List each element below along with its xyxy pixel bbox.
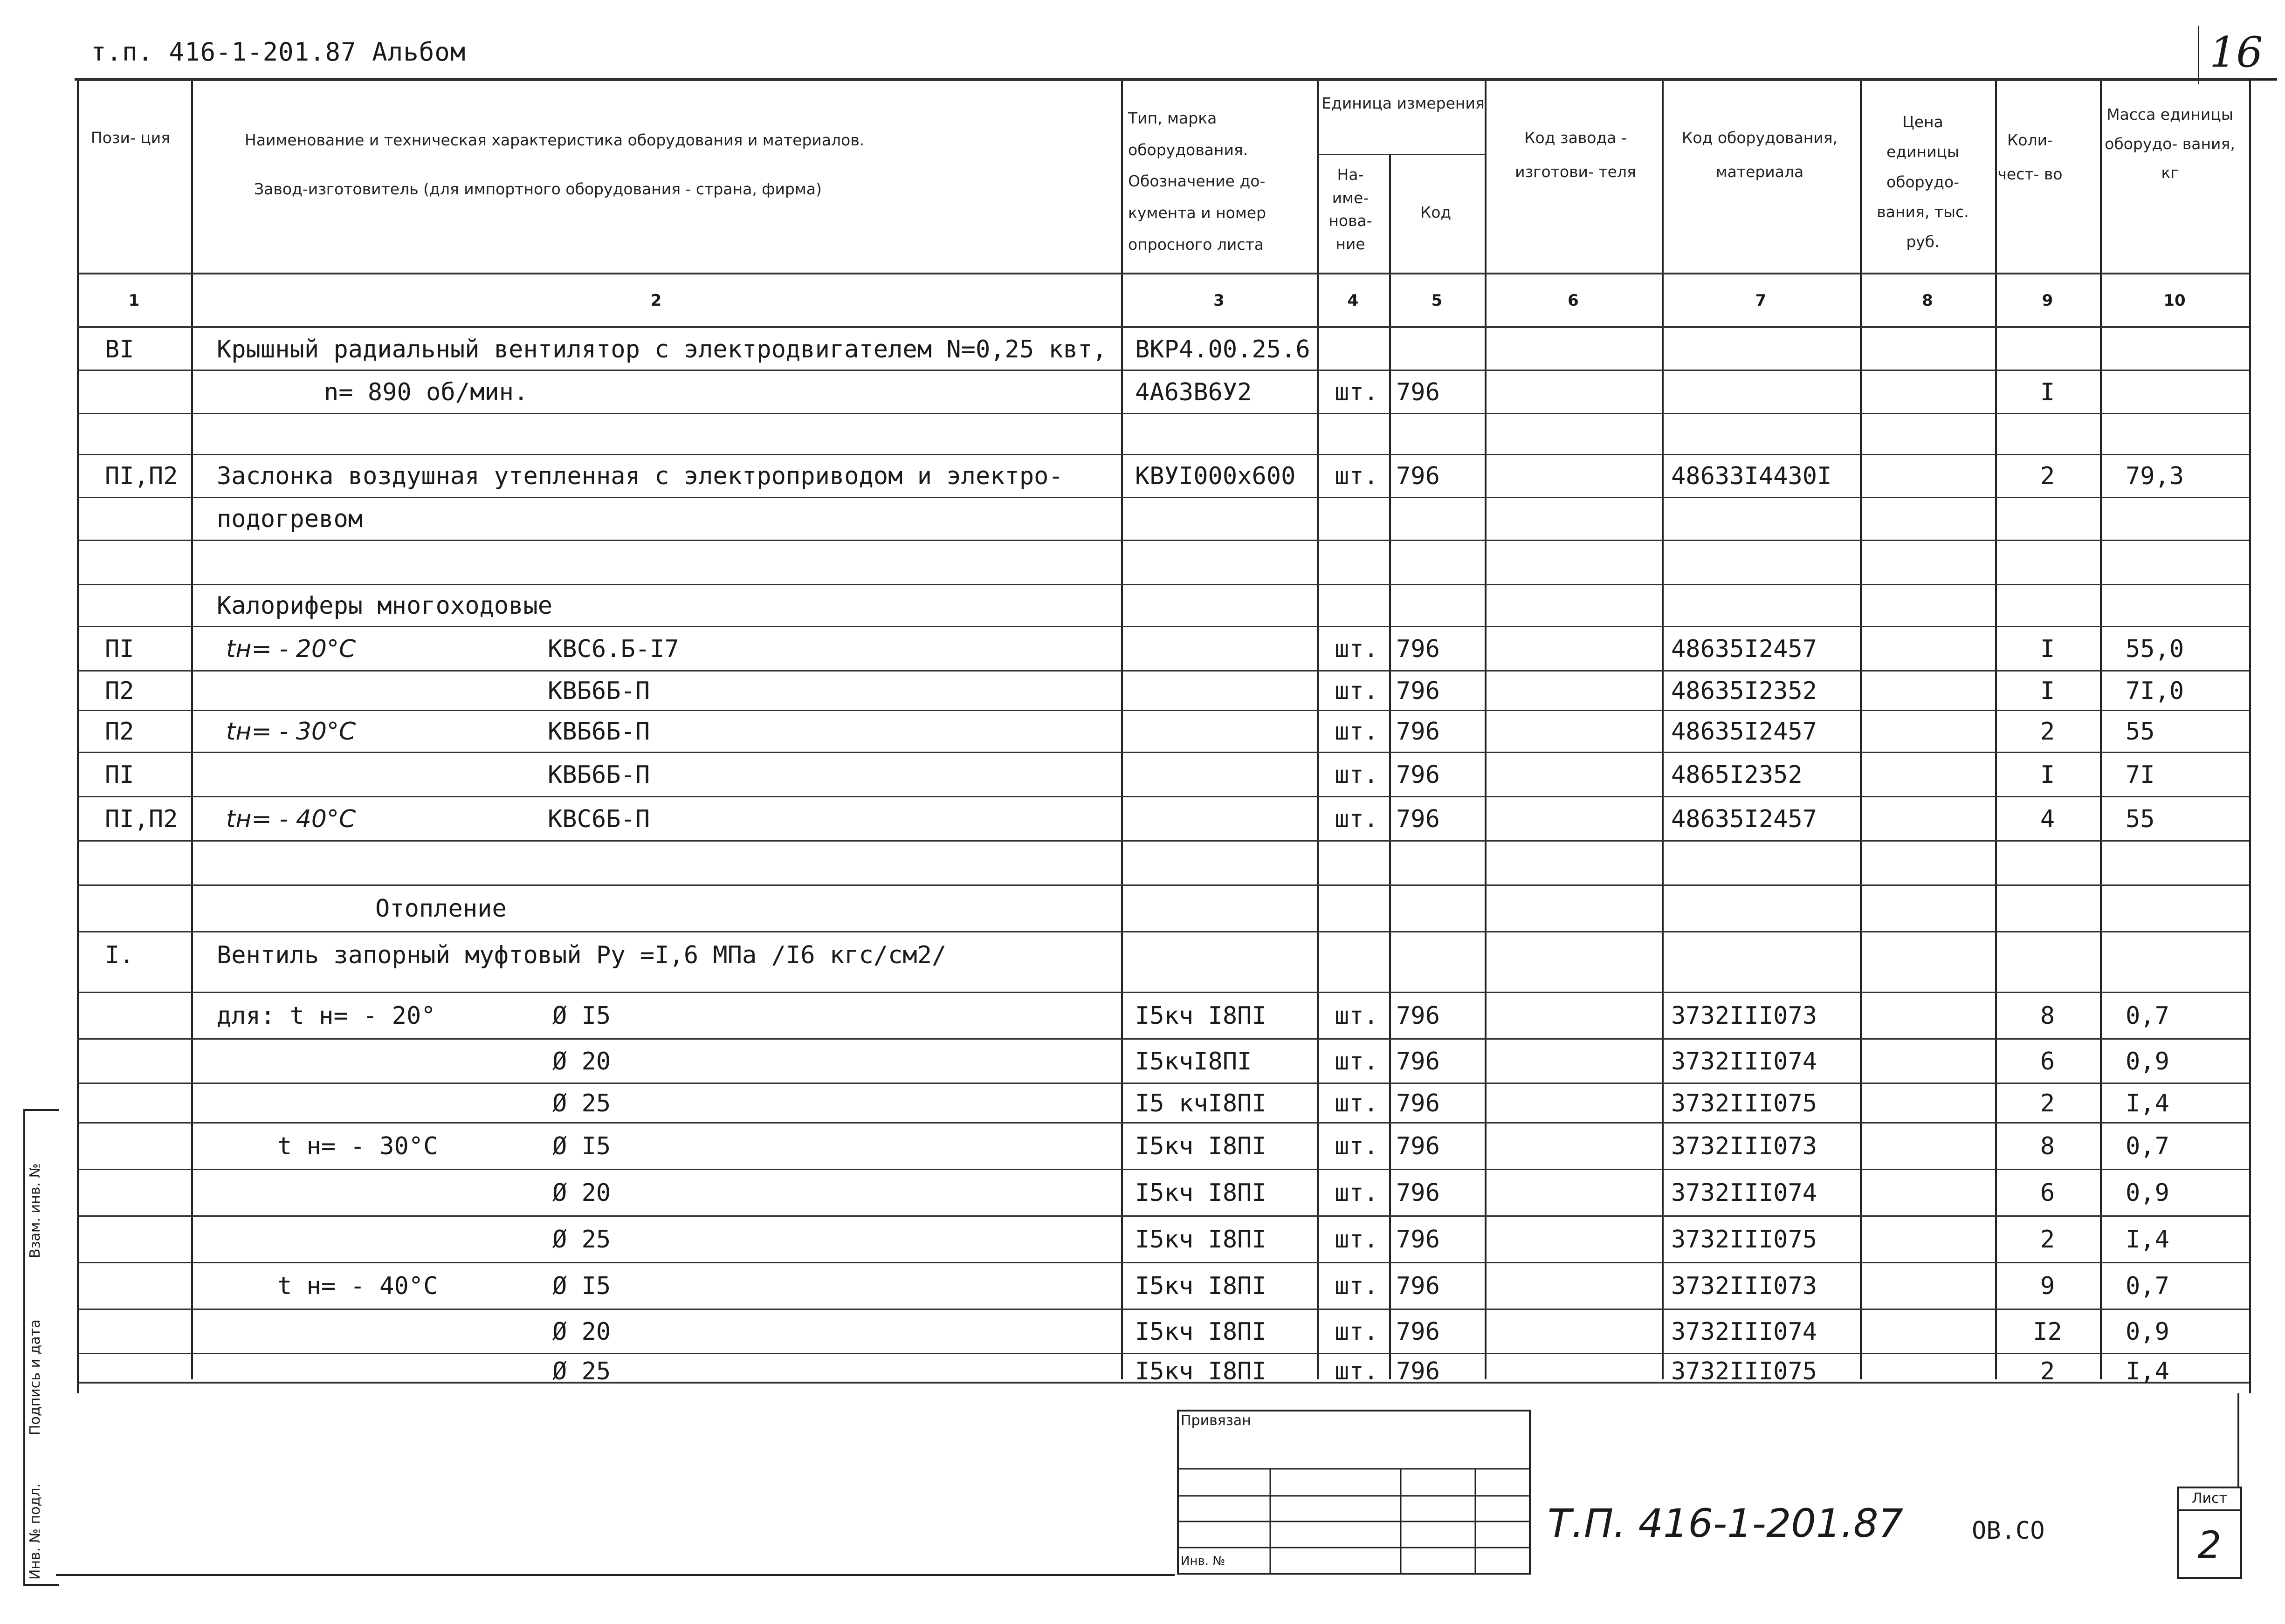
row-line (77, 1038, 2249, 1040)
header-col8: Цена единицы оборудо- вания, тыс. руб. (1877, 113, 1969, 251)
row-line (77, 710, 2249, 711)
row-line (77, 370, 2249, 371)
row-line (77, 670, 2249, 672)
row-model: КВБ6Б-П (548, 718, 650, 746)
row-name: Заслонка воздушная утепленная с электроприводом и электро- (217, 462, 1063, 490)
row-model: КВС6.Б-I7 (548, 635, 679, 663)
row-equipment-code: 3732III074 (1671, 1047, 1817, 1076)
header-col2-line2: Завод-изготовитель (для импортного оборудования - страна, фирма) (254, 180, 822, 198)
row-line (77, 413, 2249, 414)
row-quantity: 6 (2040, 1179, 2055, 1207)
row-type: 4А63В6У2 (1135, 378, 1252, 406)
row-quantity: I (2040, 635, 2055, 663)
row-quantity: 2 (2040, 1089, 2055, 1117)
row-model: Ø 20 (552, 1047, 611, 1076)
column-number: 5 (1431, 291, 1443, 310)
frame-right-border (2237, 1393, 2239, 1487)
row-quantity: I2 (2033, 1317, 2062, 1346)
header-col10: Масса единицы оборудо- вания, кг (2105, 105, 2235, 182)
row-mass: 55,0 (2126, 635, 2184, 663)
row-equipment-code: 3732III075 (1671, 1089, 1817, 1117)
row-unit-code: 796 (1396, 378, 1440, 406)
row-unit-code: 796 (1396, 718, 1440, 746)
row-unit: шт. (1335, 1317, 1378, 1346)
row-type: I5кч I8ПI (1135, 1179, 1266, 1207)
column-number: 8 (1922, 291, 1933, 310)
row-unit: шт. (1335, 1357, 1378, 1385)
row-type: I5кч I8ПI (1135, 1132, 1266, 1160)
row-mass: I,4 (2126, 1226, 2169, 1254)
row-line (77, 1309, 2249, 1310)
row-unit: шт. (1335, 1179, 1378, 1207)
row-line (77, 840, 2249, 842)
header-col7: Код оборудования, материала (1681, 129, 1838, 181)
column-number: 9 (2042, 291, 2053, 310)
row-mass: 0,9 (2126, 1317, 2169, 1346)
row-model: КВБ6Б-П (548, 677, 650, 705)
row-mass: 7I (2126, 761, 2155, 789)
row-unit-code: 796 (1396, 1226, 1440, 1254)
document-code-handwritten: Т.П. 416-1-201.87 (1548, 1501, 1903, 1546)
page-corner-frame (2198, 26, 2199, 84)
row-mass: 0,7 (2126, 1272, 2169, 1300)
row-model: Ø I5 (552, 1132, 611, 1160)
row-position: BI (105, 336, 134, 363)
row-unit-code: 796 (1396, 805, 1440, 833)
column-number: 6 (1568, 291, 1579, 310)
row-position: П2 (105, 677, 134, 705)
row-quantity: I (2040, 677, 2055, 705)
row-unit-code: 796 (1396, 635, 1440, 663)
row-type: КВУI000х600 (1135, 462, 1296, 490)
header-col2-line1: Наименование и техническая характеристика оборудования и материалов. (245, 131, 865, 149)
row-mass: I,4 (2126, 1089, 2169, 1117)
row-equipment-code: 48635I2352 (1671, 677, 1817, 705)
column-number: 10 (2163, 291, 2186, 310)
row-name: t н= - 40°С (277, 1272, 438, 1300)
row-equipment-code: 48633I4430I (1671, 462, 1832, 490)
column-line (1389, 154, 1391, 1379)
header-col1: Пози- ция (90, 129, 171, 147)
header-col5: Код (1420, 203, 1452, 221)
column-line (77, 79, 79, 1393)
row-position: ПI (105, 761, 134, 789)
row-model: КВБ6Б-П (548, 761, 650, 789)
sheet-label: Лист (2179, 1490, 2240, 1511)
row-quantity: 2 (2040, 1357, 2055, 1385)
row-name: tн= - 20°С (226, 635, 356, 663)
row-line (77, 752, 2249, 753)
row-unit-code: 796 (1396, 1357, 1440, 1385)
header-col6: Код завода - изготови- теля (1515, 129, 1636, 181)
row-line (77, 497, 2249, 498)
column-number: 4 (1347, 291, 1359, 310)
row-mass: 0,7 (2126, 1002, 2169, 1030)
row-equipment-code: 48635I2457 (1671, 635, 1817, 663)
row-type: ВКР4.00.25.6 (1135, 336, 1310, 363)
row-line (77, 326, 2249, 328)
row-position: П2 (105, 718, 134, 746)
row-unit-code: 796 (1396, 1132, 1440, 1160)
row-type: I5кч I8ПI (1135, 1226, 1266, 1254)
row-line (77, 931, 2249, 932)
column-number: 1 (128, 291, 140, 310)
row-model: Ø 20 (552, 1179, 611, 1207)
row-line (77, 79, 2249, 81)
row-unit-code: 796 (1396, 1047, 1440, 1076)
row-unit: шт. (1335, 1089, 1378, 1117)
row-unit: шт. (1335, 462, 1378, 490)
row-unit: шт. (1335, 1132, 1378, 1160)
row-equipment-code: 48635I2457 (1671, 718, 1817, 746)
row-type: I5кч I8ПI (1135, 1002, 1266, 1030)
row-line (77, 540, 2249, 541)
row-model: Ø 25 (552, 1357, 611, 1385)
row-name: для: t н= - 20° (217, 1002, 436, 1030)
row-model: Ø I5 (552, 1002, 611, 1030)
row-mass: 7I,0 (2126, 677, 2184, 705)
row-line (77, 626, 2249, 627)
row-name: tн= - 30°С (226, 718, 356, 746)
row-name: tн= - 40°С (226, 805, 356, 833)
row-line (77, 1215, 2249, 1217)
row-line (77, 992, 2249, 993)
binding-stamp-label: Привязан (1181, 1412, 1251, 1429)
row-model: Ø 25 (552, 1089, 611, 1117)
column-line (2249, 79, 2251, 1393)
row-line (77, 1169, 2249, 1170)
row-mass: I,4 (2126, 1357, 2169, 1385)
row-line (77, 1083, 2249, 1084)
row-quantity: 2 (2040, 1226, 2055, 1254)
side-stamp-inv-orig: Инв. № подл. (27, 1483, 43, 1580)
column-number: 2 (650, 291, 662, 310)
row-unit: шт. (1335, 635, 1378, 663)
row-equipment-code: 3732III073 (1671, 1002, 1817, 1030)
row-mass: 0,9 (2126, 1047, 2169, 1076)
header-doc-line: т.п. 416-1-201.87 Альбом (91, 37, 466, 67)
row-quantity: 2 (2040, 462, 2055, 490)
column-number: 3 (1213, 291, 1225, 310)
binding-stamp (1177, 1410, 1531, 1575)
row-line (77, 884, 2249, 886)
row-unit: шт. (1335, 378, 1378, 406)
row-unit-code: 796 (1396, 1272, 1440, 1300)
row-unit-code: 796 (1396, 462, 1440, 490)
row-unit: шт. (1335, 1226, 1378, 1254)
header-col4: На- име- нова- ние (1328, 165, 1372, 253)
row-model: Ø 20 (552, 1317, 611, 1346)
row-mass: 79,3 (2126, 462, 2184, 490)
row-line (77, 1122, 2249, 1124)
row-unit: шт. (1335, 1047, 1378, 1076)
row-line (77, 273, 2249, 274)
row-name: подогревом (217, 505, 363, 533)
row-equipment-code: 3732III074 (1671, 1179, 1817, 1207)
row-quantity: 8 (2040, 1132, 2055, 1160)
row-line (77, 454, 2249, 455)
specification-table (77, 79, 2249, 1393)
document-section: ОВ.СО (1972, 1517, 2045, 1545)
row-model: КВС6Б-П (548, 805, 650, 833)
row-equipment-code: 3732III075 (1671, 1357, 1817, 1385)
row-line (77, 584, 2249, 585)
row-quantity: 4 (2040, 805, 2055, 833)
side-stamp-sign-date: Подпись и дата (27, 1319, 43, 1435)
row-unit-code: 796 (1396, 1002, 1440, 1030)
row-position: I. (105, 941, 134, 969)
row-unit-code: 796 (1396, 1089, 1440, 1117)
row-model: Ø I5 (552, 1272, 611, 1300)
row-quantity: 9 (2040, 1272, 2055, 1300)
side-stamp-inv-repl: Взам. инв. № (27, 1163, 43, 1258)
row-unit: шт. (1335, 718, 1378, 746)
row-unit-code: 796 (1396, 1179, 1440, 1207)
row-mass: 55 (2126, 718, 2155, 746)
row-type: I5 кчI8ПI (1135, 1089, 1266, 1117)
row-quantity: I (2040, 378, 2055, 406)
row-mass: 55 (2126, 805, 2155, 833)
row-name: t н= - 30°С (277, 1132, 438, 1160)
row-name: n= 890 об/мин. (324, 378, 529, 406)
row-position: ПI,П2 (105, 805, 178, 833)
row-unit: шт. (1335, 677, 1378, 705)
sheet-number: 2 (2197, 1523, 2222, 1567)
row-unit-code: 796 (1396, 677, 1440, 705)
row-equipment-code: 48635I2457 (1671, 805, 1817, 833)
row-unit: шт. (1335, 1272, 1378, 1300)
row-line (1317, 154, 1485, 155)
row-quantity: 8 (2040, 1002, 2055, 1030)
row-unit: шт. (1335, 805, 1378, 833)
row-equipment-code: 3732III073 (1671, 1132, 1817, 1160)
row-position: ПI (105, 635, 134, 663)
row-type: I5кч I8ПI (1135, 1272, 1266, 1300)
sheet-number-box (2177, 1487, 2242, 1579)
row-type: I5кчI8ПI (1135, 1047, 1252, 1076)
header-col3: Тип, марка оборудования. Обозначение до- кумента и номер опросного листа (1128, 109, 1266, 254)
row-line (77, 1353, 2249, 1354)
row-unit-code: 796 (1396, 761, 1440, 789)
frame-bottom-rule (56, 1574, 1175, 1576)
row-position: ПI,П2 (105, 462, 178, 490)
row-equipment-code: 3732III075 (1671, 1226, 1817, 1254)
row-unit-code: 796 (1396, 1317, 1440, 1346)
row-line (77, 1262, 2249, 1263)
binding-stamp-inv: Инв. № (1181, 1554, 1225, 1568)
header-col9: Коли- чест- во (1997, 131, 2063, 183)
row-unit: шт. (1335, 761, 1378, 789)
row-mass: 0,9 (2126, 1179, 2169, 1207)
row-model: Ø 25 (552, 1226, 611, 1254)
row-name: Отопление (375, 895, 507, 923)
row-quantity: 6 (2040, 1047, 2055, 1076)
row-quantity: 2 (2040, 718, 2055, 746)
row-mass: 0,7 (2126, 1132, 2169, 1160)
page-number-handwritten: 16 (2209, 28, 2263, 77)
header-col45-group: Единица измерения (1321, 94, 1485, 112)
row-equipment-code: 4865I2352 (1671, 761, 1803, 789)
row-unit: шт. (1335, 1002, 1378, 1030)
row-name: Вентиль запорный муфтовый Ру =I,6 МПа /I6 кгс/см2/ (217, 941, 947, 969)
row-line (77, 796, 2249, 797)
row-equipment-code: 3732III074 (1671, 1317, 1817, 1346)
row-quantity: I (2040, 761, 2055, 789)
column-number: 7 (1755, 291, 1767, 310)
row-equipment-code: 3732III073 (1671, 1272, 1817, 1300)
binding-stamp-lines (1177, 1410, 1531, 1575)
row-name: Калориферы многоходовые (217, 592, 553, 620)
row-name: Крышный радиальный вентилятор с электродвигателем N=0,25 квт, (217, 336, 1107, 363)
row-type: I5кч I8ПI (1135, 1317, 1266, 1346)
row-type: I5кч I8ПI (1135, 1357, 1266, 1385)
